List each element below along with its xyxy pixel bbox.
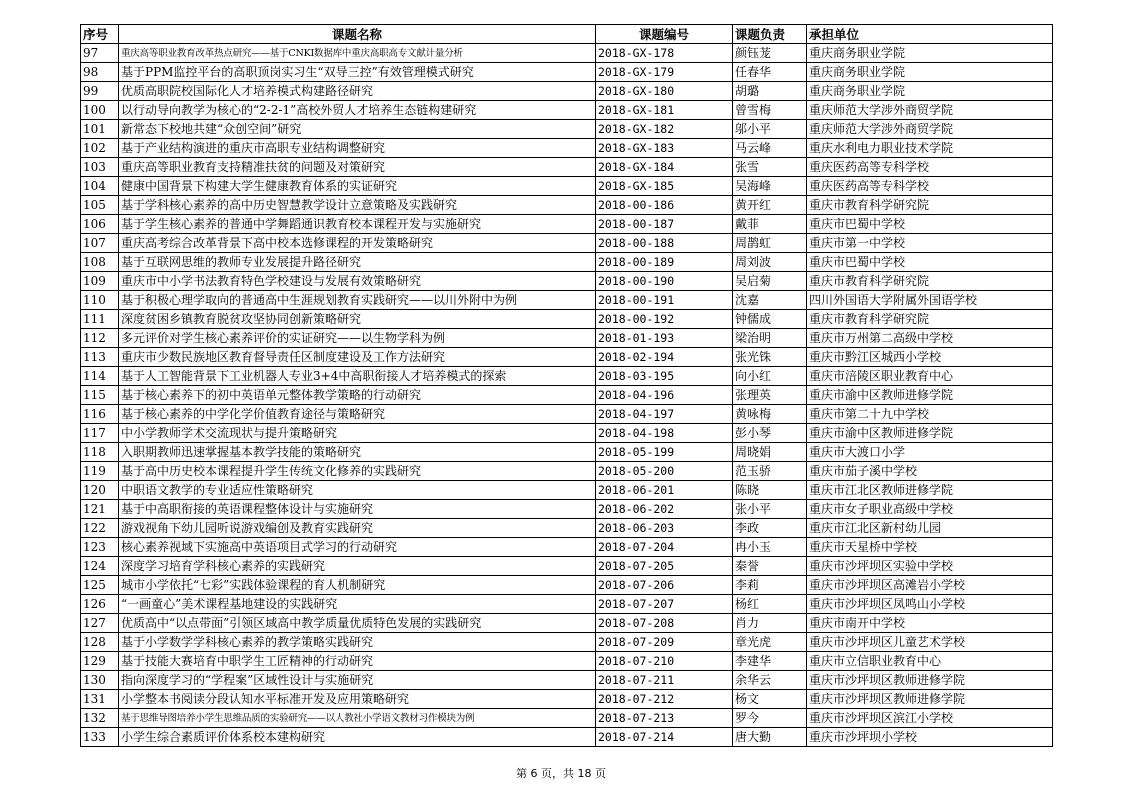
cell-title: 新常态下校地共建“众创空间”研究 [119,120,596,139]
cell-leader: 胡璐 [733,82,807,101]
cell-unit: 重庆市大渡口小学 [807,443,1053,462]
cell-title: 优质高中“以点带面”引领区域高中教学质量优质特色发展的实践研究 [119,614,596,633]
cell-unit: 重庆水利电力职业技术学院 [807,139,1053,158]
cell-leader: 黄开红 [733,196,807,215]
cell-title: 基于中高职衔接的英语课程整体设计与实施研究 [119,500,596,519]
cell-title: 中职语文教学的专业适应性策略研究 [119,481,596,500]
cell-code: 2018-00-191 [596,291,733,310]
cell-code: 2018-04-197 [596,405,733,424]
header-code: 课题编号 [596,25,733,44]
cell-code: 2018-07-210 [596,652,733,671]
cell-code: 2018-04-196 [596,386,733,405]
cell-code: 2018-05-199 [596,443,733,462]
table-row [81,614,1053,633]
cell-code: 2018-07-207 [596,595,733,614]
cell-leader: 钟儒成 [733,310,807,329]
cell-unit: 重庆市沙坪坝区实验中学校 [807,557,1053,576]
cell-leader: 向小红 [733,367,807,386]
cell-code: 2018-07-211 [596,671,733,690]
cell-code: 2018-GX-179 [596,63,733,82]
cell-leader: 沈嘉 [733,291,807,310]
cell-code: 2018-00-187 [596,215,733,234]
cell-no: 117 [81,424,119,443]
cell-title: 基于学科核心素养的高中历史智慧教学设计立意策略及实践研究 [119,196,596,215]
cell-unit: 重庆市沙坪坝区教师进修学院 [807,690,1053,709]
cell-leader: 唐大勤 [733,728,807,747]
cell-no: 115 [81,386,119,405]
cell-no: 100 [81,101,119,120]
cell-unit: 重庆市巴蜀中学校 [807,253,1053,272]
cell-unit: 重庆商务职业学院 [807,82,1053,101]
cell-code: 2018-07-204 [596,538,733,557]
cell-title: 入职期教师迅速掌握基本教学技能的策略研究 [119,443,596,462]
cell-code: 2018-GX-182 [596,120,733,139]
table-row [81,462,1053,481]
cell-title: 基于核心素养下的初中英语单元整体教学策略的行动研究 [119,386,596,405]
cell-unit: 重庆市沙坪坝区滨江小学校 [807,709,1053,728]
cell-leader: 彭小琴 [733,424,807,443]
cell-no: 111 [81,310,119,329]
cell-no: 119 [81,462,119,481]
cell-leader: 李建华 [733,652,807,671]
cell-code: 2018-07-214 [596,728,733,747]
table-row [81,652,1053,671]
table-row [81,386,1053,405]
table-row [81,633,1053,652]
cell-leader: 马云峰 [733,139,807,158]
cell-title: 重庆高考综合改革背景下高中校本选修课程的开发策略研究 [119,234,596,253]
cell-title: “一画童心”美术课程基地建设的实践研究 [119,595,596,614]
table-row [81,424,1053,443]
table-row [81,196,1053,215]
table-row [81,519,1053,538]
cell-no: 106 [81,215,119,234]
cell-leader: 邬小平 [733,120,807,139]
cell-leader: 梁治明 [733,329,807,348]
header-no: 序号 [81,25,119,44]
cell-unit: 重庆市沙坪坝区儿童艺术学校 [807,633,1053,652]
table-row [81,158,1053,177]
cell-no: 99 [81,82,119,101]
cell-title: 重庆高等职业教育改革热点研究——基于CNKI数据库中重庆高职高专文献计量分析 [119,44,596,63]
cell-code: 2018-07-213 [596,709,733,728]
cell-code: 2018-00-190 [596,272,733,291]
cell-unit: 重庆市涪陵区职业教育中心 [807,367,1053,386]
cell-code: 2018-07-205 [596,557,733,576]
cell-title: 基于高中历史校本课程提升学生传统文化修养的实践研究 [119,462,596,481]
cell-title: 健康中国背景下构建大学生健康教育体系的实证研究 [119,177,596,196]
cell-leader: 吴启菊 [733,272,807,291]
header-unit: 承担单位 [807,25,1053,44]
cell-no: 130 [81,671,119,690]
cell-no: 103 [81,158,119,177]
cell-leader: 吴海峰 [733,177,807,196]
cell-title: 基于核心素养的中学化学价值教育途径与策略研究 [119,405,596,424]
cell-leader: 任春华 [733,63,807,82]
cell-title: 指向深度学习的“学程案”区域性设计与实施研究 [119,671,596,690]
table-row [81,215,1053,234]
cell-title: 基于思维导图培养小学生思维品质的实验研究——以人教社小学语文教材习作模块为例 [119,709,596,728]
cell-unit: 重庆市渝中区教师进修学院 [807,424,1053,443]
cell-title: 基于小学数学学科核心素养的教学策略实践研究 [119,633,596,652]
cell-leader: 杨红 [733,595,807,614]
cell-code: 2018-01-193 [596,329,733,348]
cell-title: 重庆高等职业教育支持精准扶贫的问题及对策研究 [119,158,596,177]
cell-no: 127 [81,614,119,633]
cell-unit: 重庆医药高等专科学校 [807,177,1053,196]
cell-leader: 章光虎 [733,633,807,652]
cell-title: 基于产业结构演进的重庆市高职专业结构调整研究 [119,139,596,158]
table-row [81,595,1053,614]
cell-no: 116 [81,405,119,424]
cell-code: 2018-00-186 [596,196,733,215]
cell-no: 97 [81,44,119,63]
cell-leader: 周晓娟 [733,443,807,462]
cell-code: 2018-GX-180 [596,82,733,101]
cell-no: 105 [81,196,119,215]
table-row [81,671,1053,690]
cell-code: 2018-02-194 [596,348,733,367]
table-row [81,253,1053,272]
table-row [81,481,1053,500]
cell-title: 基于积极心理学取向的普通高中生涯规划教育实践研究——以川外附中为例 [119,291,596,310]
cell-leader: 杨文 [733,690,807,709]
cell-title: 优质高职院校国际化人才培养模式构建路径研究 [119,82,596,101]
cell-no: 98 [81,63,119,82]
cell-leader: 陈晓 [733,481,807,500]
cell-no: 110 [81,291,119,310]
table-row [81,272,1053,291]
cell-code: 2018-07-208 [596,614,733,633]
cell-title: 核心素养视域下实施高中英语项目式学习的行动研究 [119,538,596,557]
cell-no: 124 [81,557,119,576]
cell-no: 109 [81,272,119,291]
table-row [81,500,1053,519]
table-row [81,291,1053,310]
cell-code: 2018-04-198 [596,424,733,443]
cell-unit: 重庆市茄子溪中学校 [807,462,1053,481]
cell-unit: 重庆商务职业学院 [807,44,1053,63]
cell-unit: 重庆市教育科学研究院 [807,310,1053,329]
cell-title: 以行动导向教学为核心的“2-2-1”高校外贸人才培养生态链构建研究 [119,101,596,120]
cell-leader: 张理英 [733,386,807,405]
cell-leader: 张雪 [733,158,807,177]
cell-title: 城市小学依托“七彩”实践体验课程的育人机制研究 [119,576,596,595]
cell-leader: 李莉 [733,576,807,595]
header-leader: 课题负责 [733,25,807,44]
table-row [81,367,1053,386]
table-row [81,405,1053,424]
header-title: 课题名称 [119,25,596,44]
cell-leader: 秦誉 [733,557,807,576]
cell-code: 2018-03-195 [596,367,733,386]
cell-leader: 张光铢 [733,348,807,367]
cell-unit: 重庆商务职业学院 [807,63,1053,82]
cell-leader: 冉小玉 [733,538,807,557]
cell-code: 2018-00-192 [596,310,733,329]
table-row [81,538,1053,557]
cell-unit: 重庆市天星桥中学校 [807,538,1053,557]
cell-code: 2018-07-212 [596,690,733,709]
cell-no: 122 [81,519,119,538]
cell-title: 小学整本书阅读分段认知水平标准开发及应用策略研究 [119,690,596,709]
cell-no: 123 [81,538,119,557]
cell-no: 107 [81,234,119,253]
cell-unit: 重庆医药高等专科学校 [807,158,1053,177]
cell-title: 基于PPM监控平台的高职顶岗实习生“双导三控”有效管理模式研究 [119,63,596,82]
cell-unit: 重庆市江北区新村幼儿园 [807,519,1053,538]
cell-unit: 重庆市沙坪坝小学校 [807,728,1053,747]
table-row [81,728,1053,747]
cell-title: 中小学教师学术交流现状与提升策略研究 [119,424,596,443]
cell-title: 深度贫困乡镇教育脱贫攻坚协同创新策略研究 [119,310,596,329]
cell-leader: 范玉骄 [733,462,807,481]
cell-unit: 重庆市沙坪坝区凤鸣山小学校 [807,595,1053,614]
cell-title: 基于技能大赛培育中职学生工匠精神的行动研究 [119,652,596,671]
project-table [80,24,1053,747]
cell-title: 重庆市少数民族地区教育督导责任区制度建设及工作方法研究 [119,348,596,367]
cell-code: 2018-00-188 [596,234,733,253]
cell-unit: 重庆市立信职业教育中心 [807,652,1053,671]
cell-unit: 重庆市女子职业高级中学校 [807,500,1053,519]
cell-no: 131 [81,690,119,709]
cell-leader: 李政 [733,519,807,538]
cell-unit: 重庆市沙坪坝区教师进修学院 [807,671,1053,690]
cell-unit: 重庆市渝中区教师进修学院 [807,386,1053,405]
cell-code: 2018-GX-178 [596,44,733,63]
cell-title: 基于人工智能背景下工业机器人专业3+4中高职衔接人才培养模式的探索 [119,367,596,386]
cell-code: 2018-07-206 [596,576,733,595]
table-row [81,177,1053,196]
cell-unit: 重庆市南开中学校 [807,614,1053,633]
cell-code: 2018-06-203 [596,519,733,538]
cell-code: 2018-07-209 [596,633,733,652]
cell-unit: 重庆师范大学涉外商贸学院 [807,101,1053,120]
table-row [81,310,1053,329]
cell-leader: 戴菲 [733,215,807,234]
cell-no: 125 [81,576,119,595]
cell-code: 2018-GX-183 [596,139,733,158]
cell-no: 132 [81,709,119,728]
cell-leader: 黄咏梅 [733,405,807,424]
cell-unit: 重庆市教育科学研究院 [807,196,1053,215]
cell-leader: 肖力 [733,614,807,633]
cell-leader: 罗今 [733,709,807,728]
cell-unit: 四川外国语大学附属外国语学校 [807,291,1053,310]
cell-no: 118 [81,443,119,462]
cell-code: 2018-GX-181 [596,101,733,120]
cell-code: 2018-00-189 [596,253,733,272]
cell-no: 112 [81,329,119,348]
cell-no: 128 [81,633,119,652]
cell-unit: 重庆市教育科学研究院 [807,272,1053,291]
cell-unit: 重庆市万州第二高级中学校 [807,329,1053,348]
cell-unit: 重庆师范大学涉外商贸学院 [807,120,1053,139]
cell-code: 2018-06-201 [596,481,733,500]
table-row [81,348,1053,367]
cell-title: 基于学生核心素养的普通中学舞蹈通识教育校本课程开发与实施研究 [119,215,596,234]
table-row [81,63,1053,82]
cell-leader: 周刘波 [733,253,807,272]
cell-title: 重庆市中小学书法教育特色学校建设与发展有效策略研究 [119,272,596,291]
cell-unit: 重庆市沙坪坝区高滩岩小学校 [807,576,1053,595]
cell-leader: 余华云 [733,671,807,690]
table-row [81,234,1053,253]
cell-title: 小学生综合素质评价体系校本建构研究 [119,728,596,747]
table-row [81,576,1053,595]
cell-no: 104 [81,177,119,196]
cell-no: 114 [81,367,119,386]
cell-code: 2018-GX-184 [596,158,733,177]
cell-title: 深度学习培育学科核心素养的实践研究 [119,557,596,576]
cell-no: 121 [81,500,119,519]
table-row [81,709,1053,728]
cell-unit: 重庆市黔江区城西小学校 [807,348,1053,367]
cell-title: 游戏视角下幼儿园听说游戏编创及教育实践研究 [119,519,596,538]
table-row [81,101,1053,120]
cell-leader: 张小平 [733,500,807,519]
cell-no: 101 [81,120,119,139]
table-row [81,139,1053,158]
cell-title: 多元评价对学生核心素养评价的实证研究——以生物学科为例 [119,329,596,348]
table-row [81,557,1053,576]
cell-no: 102 [81,139,119,158]
page-footer: 第 6 页，共 18 页 [516,767,606,780]
cell-no: 133 [81,728,119,747]
table-row [81,329,1053,348]
cell-unit: 重庆市巴蜀中学校 [807,215,1053,234]
table-row [81,443,1053,462]
cell-leader: 周鹊虹 [733,234,807,253]
cell-no: 120 [81,481,119,500]
cell-unit: 重庆市第二十九中学校 [807,405,1053,424]
cell-no: 113 [81,348,119,367]
cell-unit: 重庆市第一中学校 [807,234,1053,253]
cell-leader: 曾雪梅 [733,101,807,120]
cell-no: 108 [81,253,119,272]
cell-code: 2018-05-200 [596,462,733,481]
table-row [81,120,1053,139]
header-row [81,25,1053,44]
table-row [81,82,1053,101]
cell-code: 2018-GX-185 [596,177,733,196]
cell-code: 2018-06-202 [596,500,733,519]
cell-leader: 颜钰茏 [733,44,807,63]
cell-unit: 重庆市江北区教师进修学院 [807,481,1053,500]
table-row [81,690,1053,709]
cell-no: 126 [81,595,119,614]
table-row [81,44,1053,63]
cell-title: 基于互联网思维的教师专业发展提升路径研究 [119,253,596,272]
cell-no: 129 [81,652,119,671]
